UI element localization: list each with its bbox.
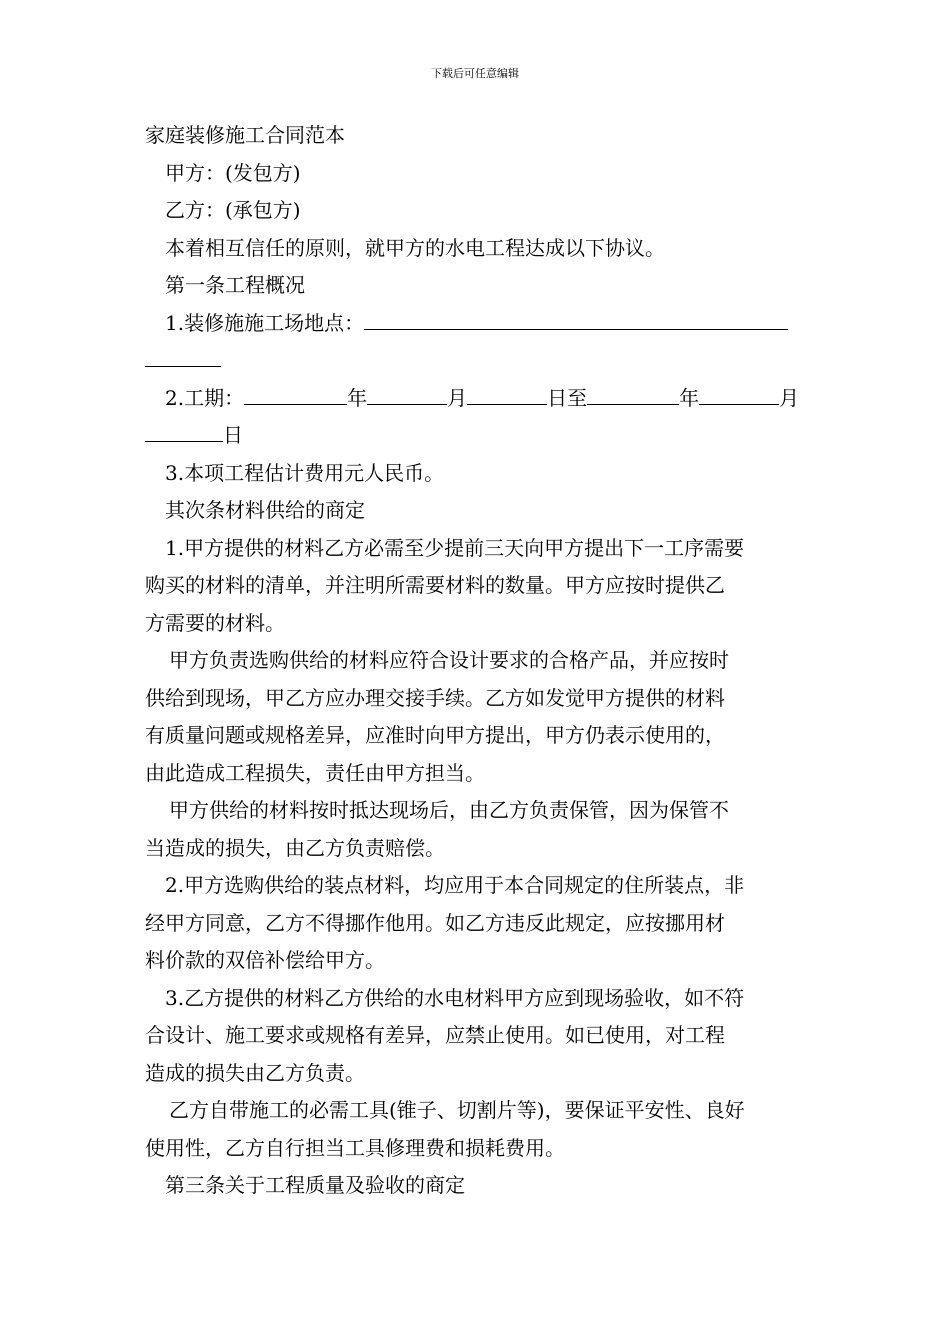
end-month-unit: 月	[779, 385, 800, 410]
paragraph-line: 甲方负责选购供给的材料应符合设计要求的合格产品，并应按时	[169, 648, 729, 672]
end-day-unit: 日	[223, 423, 243, 447]
document-body	[145, 117, 810, 1205]
document-title: 家庭装修施工合同范本	[145, 123, 345, 147]
paragraph-line: 购买的材料的清单，并注明所需要材料的数量。甲方应按时提供乙	[145, 573, 725, 597]
article-3-heading: 第三条关于工程质量及验收的商定	[165, 1173, 465, 1197]
party-b-line: 乙方：(承包方)	[165, 198, 301, 222]
paragraph-line: 造成的损失由乙方负责。	[145, 1060, 365, 1085]
end-year-blank	[587, 403, 679, 405]
end-year-unit: 年	[679, 385, 700, 410]
paragraph-line: 1.甲方提供的材料乙方必需至少提前三天向甲方提出下一工序需要	[165, 535, 745, 560]
page-header: 下载后可任意编辑	[431, 67, 519, 80]
paragraph-line: 有质量问题或规格差异，应准时向甲方提出，甲方仍表示使用的，	[145, 723, 725, 747]
work-period-line	[145, 380, 810, 418]
site-location-label: 1.装修施施工场地点：	[165, 310, 365, 335]
paragraph-line: 料价款的双倍补偿给甲方。	[145, 948, 385, 972]
site-location-line	[145, 305, 810, 343]
site-location-continuation	[145, 342, 810, 380]
paragraph-line: 经甲方同意，乙方不得挪作他用。如乙方违反此规定，应按挪用材	[145, 910, 725, 935]
end-day-blank	[145, 440, 223, 442]
article-2-heading: 其次条材料供给的商定	[165, 498, 365, 522]
article-1-heading: 第一条工程概况	[165, 273, 305, 297]
paragraph-line: 方需要的材料。	[145, 610, 285, 635]
start-year-unit: 年	[347, 385, 368, 410]
start-day-blank	[467, 403, 547, 405]
paragraph-line: 3.乙方提供的材料乙方供给的水电材料甲方应到现场验收，如不符	[165, 985, 745, 1010]
start-month-blank	[367, 403, 447, 405]
end-month-blank	[699, 403, 779, 405]
paragraph-line: 合设计、施工要求或规格有差异，应禁止使用。如已使用，对工程	[145, 1023, 725, 1047]
site-location-blank-continued	[145, 365, 221, 367]
intro-paragraph: 本着相互信任的原则，就甲方的水电工程达成以下协议。	[165, 235, 665, 260]
paragraph-line: 乙方自带施工的必需工具(锥子、切割片等)，要保证平安性、良好	[169, 1098, 745, 1122]
start-year-blank	[244, 403, 347, 405]
paragraph-line: 使用性，乙方自行担当工具修理费和损耗费用。	[145, 1135, 565, 1160]
work-period-label: 2.工期：	[165, 385, 245, 410]
site-location-blank	[364, 328, 788, 330]
paragraph-line: 2.甲方选购供给的装点材料，均应用于本合同规定的住所装点，非	[165, 873, 745, 897]
estimated-cost-line: 3.本项工程估计费用元人民币。	[165, 460, 445, 485]
paragraph-line: 甲方供给的材料按时抵达现场后，由乙方负责保管，因为保管不	[169, 798, 729, 822]
paragraph-line: 供给到现场，甲乙方应办理交接手续。乙方如发觉甲方提供的材料	[145, 685, 725, 710]
start-month-unit: 月	[447, 385, 468, 410]
party-a-line: 甲方：(发包方)	[165, 160, 301, 185]
start-day-unit: 日至	[547, 385, 588, 410]
paragraph-line: 当造成的损失，由乙方负责赔偿。	[145, 835, 445, 860]
work-period-continuation	[145, 417, 810, 455]
paragraph-line: 由此造成工程损失，责任由甲方担当。	[145, 760, 485, 785]
